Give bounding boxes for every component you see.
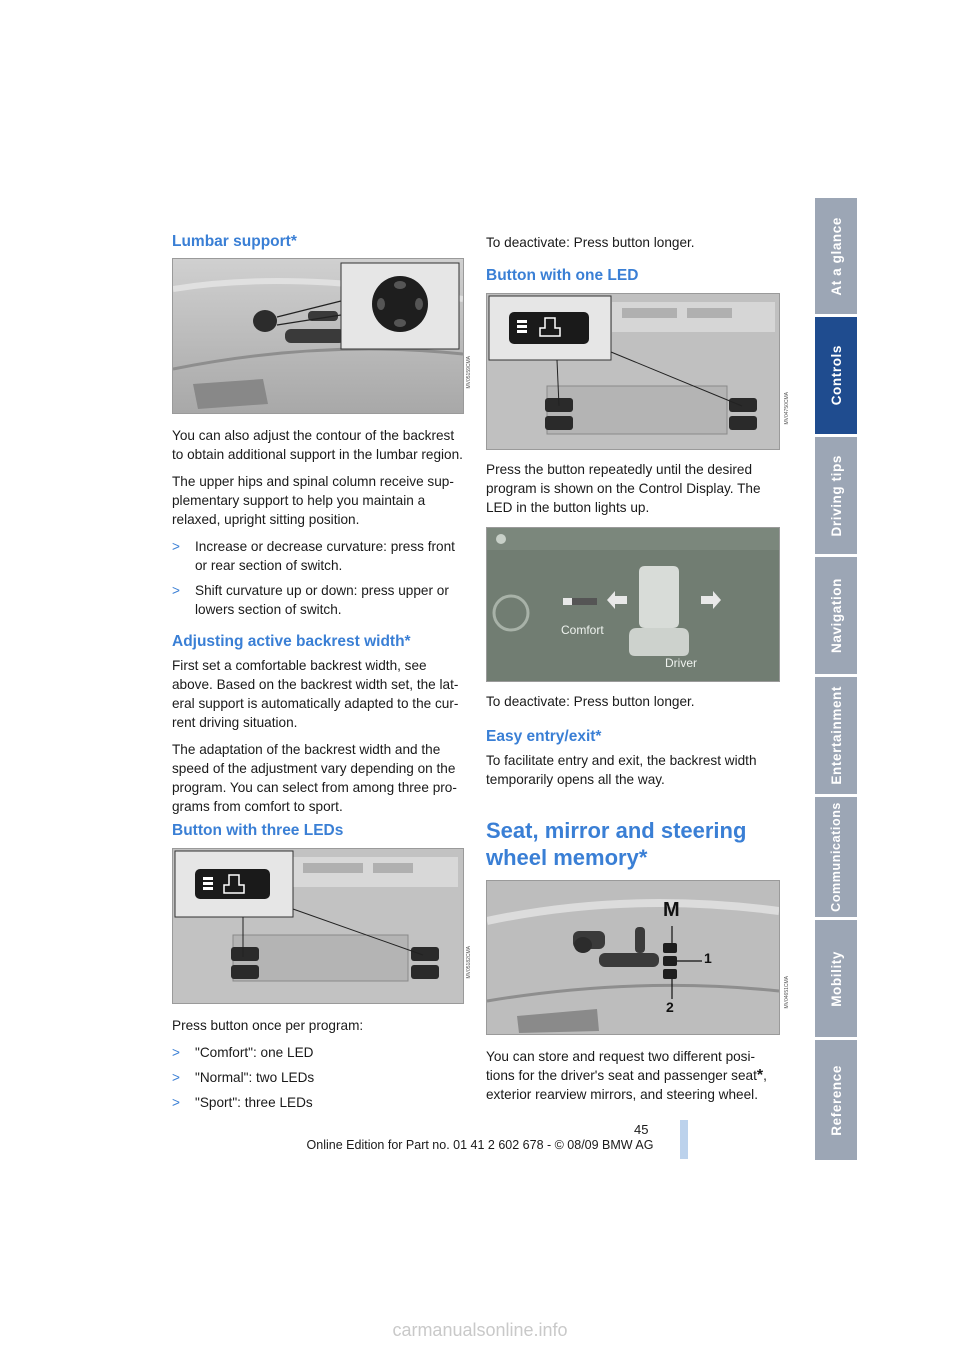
side-tab-mobility[interactable]: Mobility (815, 920, 857, 1037)
one-led-button-image (486, 293, 780, 450)
three-leds-button-image (172, 848, 464, 1004)
memory-label-1: 1 (704, 950, 712, 966)
list-item: > "Sport": three LEDs (172, 1095, 313, 1110)
memory-label-m: M (663, 899, 680, 921)
lumbar-switch-image (172, 258, 464, 414)
image-code: MV04651CMA (784, 976, 790, 1009)
memory-paragraph: You can store and request two different posi-tions for the driver's seat and passenger seat*, exterior rearview mirrors, and steering wheel. (486, 1049, 767, 1102)
side-tab-communications[interactable]: Communications (815, 797, 857, 917)
one-led-heading: Button with one LED (486, 267, 639, 284)
easy-entry-paragraph: To facilitate entry and exit, the backrest width temporarily opens all the way. (486, 753, 757, 787)
side-tab-reference[interactable]: Reference (815, 1040, 857, 1160)
backrest-paragraph-2: The adaptation of the backrest width and the speed of the adjustment vary depending on the program. You can select from among three pro-grams from comfort to sport. (172, 742, 457, 814)
deactivate-text-1: To deactivate: Press button longer. (486, 235, 695, 250)
side-tab-entertainment[interactable]: Entertainment (815, 677, 857, 794)
side-tab-at-a-glance[interactable]: At a glance (815, 198, 857, 314)
one-led-paragraph: Press the button repeatedly until the desired program is shown on the Control Display. The LED in the button lights up. (486, 462, 761, 515)
display-label-comfort: Comfort (561, 623, 604, 637)
list-item: > "Comfort": one LED (172, 1045, 314, 1060)
three-leds-heading: Button with three LEDs (172, 822, 344, 839)
easy-entry-heading: Easy entry/exit* (486, 728, 602, 745)
image-code: MV04750CMA (784, 392, 790, 425)
backrest-paragraph-1: First set a comfortable backrest width, see above. Based on the backrest width set, the lat-eral support is automatically adapted to the cur-rent driving situation. (172, 658, 459, 730)
control-display-image (486, 527, 780, 682)
memory-label-2: 2 (666, 999, 674, 1015)
list-item: > Shift curvature up or down: press upper or lowers section of switch. (172, 583, 449, 617)
lumbar-heading: Lumbar support* (172, 233, 297, 250)
side-tab-driving-tips[interactable]: Driving tips (815, 437, 857, 554)
side-tab-controls[interactable]: Controls (815, 317, 857, 434)
list-item: > "Normal": two LEDs (172, 1070, 315, 1085)
side-tab-navigation[interactable]: Navigation (815, 557, 857, 674)
image-code: MV05182CMA (466, 946, 472, 979)
image-code: MV05159CMA (466, 356, 472, 389)
lumbar-paragraph-1: You can also adjust the contour of the backrest to obtain additional support in the lumbar region. (172, 428, 463, 462)
watermark: carmanualsonline.info (392, 1320, 568, 1340)
lumbar-paragraph-2: The upper hips and spinal column receive sup-plementary support to help you maintain a relaxed, upright sitting position. (172, 474, 454, 527)
three-leds-paragraph: Press button once per program: (172, 1018, 364, 1033)
display-label-driver: Driver (665, 656, 697, 670)
footer-text: Online Edition for Part no. 01 41 2 602 678 - © 08/09 BMW AG (306, 1138, 654, 1152)
page-number: 45 (634, 1122, 649, 1137)
backrest-heading: Adjusting active backrest width* (172, 633, 411, 650)
memory-heading: Seat, mirror and steering wheel memory* (486, 818, 747, 870)
memory-buttons-image (486, 880, 780, 1035)
list-item: > Increase or decrease curvature: press front or rear section of switch. (172, 539, 455, 573)
deactivate-text-2: To deactivate: Press button longer. (486, 694, 695, 709)
